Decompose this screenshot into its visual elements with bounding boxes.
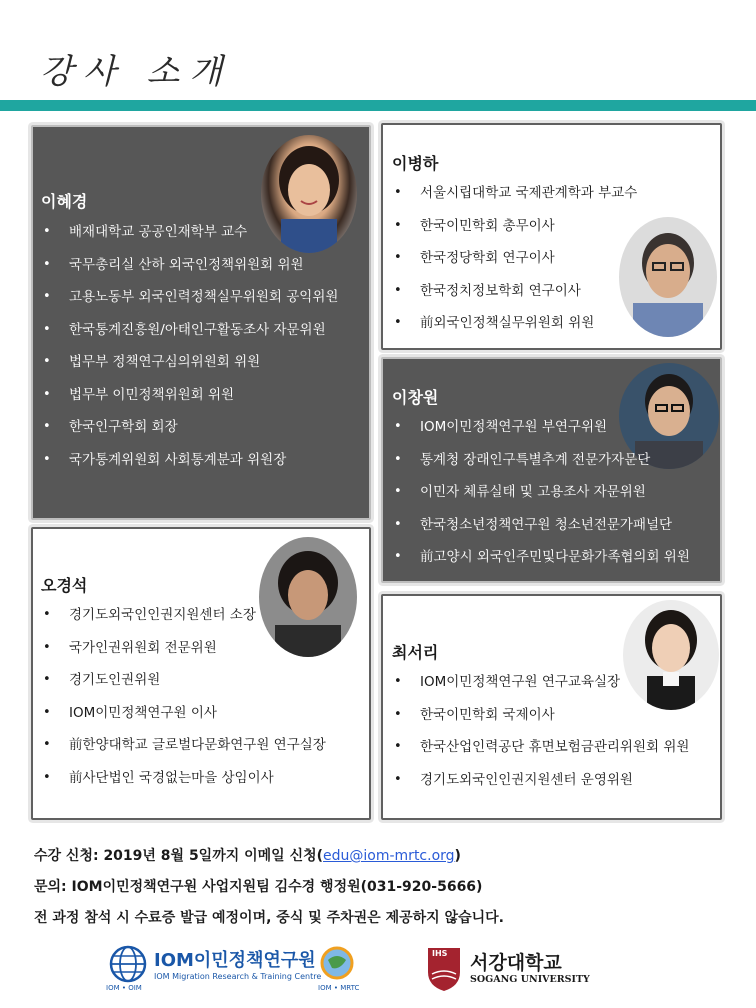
credential-item: • 국가인권위원회 전문위원 xyxy=(41,638,326,671)
apply-email-link[interactable]: edu@iom-mrtc.org xyxy=(323,848,455,864)
credential-item: • 통계청 장래인구특별추계 전문가자문단 xyxy=(392,450,690,483)
speaker-credentials xyxy=(392,183,637,346)
notice-text: 전 과정 참석 시 수료증 발급 예정이며, 중식 및 주차권은 제공하지 않습니다. xyxy=(34,910,504,926)
speaker-card-5 xyxy=(381,594,722,820)
credential-item: • IOM이민정책연구원 이사 xyxy=(41,703,326,736)
speaker-credentials xyxy=(392,417,690,580)
un-globe-icon xyxy=(108,944,148,984)
credential-item: • IOM이민정책연구원 부연구위원 xyxy=(392,417,690,450)
speaker-name: 이병하 xyxy=(392,154,439,173)
iom-name: IOM이민정책연구원 xyxy=(154,950,316,971)
credential-item: • 한국정치정보학회 연구이사 xyxy=(392,281,637,314)
title-divider xyxy=(0,100,756,111)
credential-item: • 한국이민학회 총무이사 xyxy=(392,216,637,249)
speaker-name: 오경석 xyxy=(41,576,88,595)
credential-item: • 경기도외국인인권지원센터 소장 xyxy=(41,605,326,638)
credential-item: • 국무총리실 산하 외국인정책위원회 위원 xyxy=(41,255,338,288)
speaker-credentials xyxy=(41,222,338,482)
iom-oim-label: IOM • OIM xyxy=(106,984,142,992)
apply-text-end: ) xyxy=(454,848,461,864)
credential-item: • 前한양대학교 글로벌다문화연구원 연구실장 xyxy=(41,735,326,768)
credential-item: • 경기도외국인인권지원센터 운영위원 xyxy=(392,770,689,803)
credential-item: • 한국청소년정책연구원 청소년전문가패널단 xyxy=(392,515,690,548)
credential-item: • 고용노동부 외국인력정책실무위원회 공익위원 xyxy=(41,287,338,320)
speaker-name: 이혜경 xyxy=(41,192,88,211)
credential-item: • 한국산업인력공단 휴면보험금관리위원회 위원 xyxy=(392,737,689,770)
speaker-card-2 xyxy=(381,123,722,350)
sogang-logo-group xyxy=(424,942,604,1002)
iom-logo-group xyxy=(104,942,364,1002)
sogang-shield-text: IHS xyxy=(432,949,448,958)
speaker-name: 최서리 xyxy=(392,643,439,662)
credential-item: • 서울시립대학교 국제관계학과 부교수 xyxy=(392,183,637,216)
credential-item: • 법무부 정책연구심의위원회 위원 xyxy=(41,352,338,385)
sogang-name-kr: 서강대학교 xyxy=(470,952,562,974)
speaker-card-3 xyxy=(381,357,722,583)
mrtc-globe-icon xyxy=(320,946,354,980)
credential-item: • IOM이민정책연구원 연구교육실장 xyxy=(392,672,689,705)
sogang-name-en: SOGANG UNIVERSITY xyxy=(470,974,590,985)
speaker-credentials xyxy=(41,605,326,800)
credential-item: • 이민자 체류실태 및 고용조사 자문위원 xyxy=(392,482,690,515)
apply-info xyxy=(34,845,461,865)
credential-item: • 한국이민학회 국제이사 xyxy=(392,705,689,738)
credential-item: • 前고양시 외국인주민및다문화가족협의회 위원 xyxy=(392,547,690,580)
credential-item: • 배재대학교 공공인재학부 교수 xyxy=(41,222,338,255)
page-title: 강사 소개 xyxy=(40,52,233,92)
credential-item: • 한국통계진흥원/아태인구활동조사 자문위원 xyxy=(41,320,338,353)
credential-item: • 前사단법인 국경없는마을 상임이사 xyxy=(41,768,326,801)
credential-item: • 경기도인권위원 xyxy=(41,670,326,703)
apply-text: 수강 신청: 2019년 8월 5일까지 이메일 신청( xyxy=(34,848,324,864)
speaker-credentials xyxy=(392,672,689,802)
credential-item: • 前외국인정책실무위원회 위원 xyxy=(392,313,637,346)
iom-subtitle: IOM Migration Research & Training Centre xyxy=(154,972,322,981)
speaker-photo-2 xyxy=(619,217,717,337)
iom-mrtc-label: IOM • MRTC xyxy=(318,984,360,992)
speaker-card-4 xyxy=(31,527,371,820)
speaker-name: 이창원 xyxy=(392,388,439,407)
credential-item: • 한국정당학회 연구이사 xyxy=(392,248,637,281)
credential-item: • 법무부 이민정책위원회 위원 xyxy=(41,385,338,418)
contact-info: 문의: IOM이민정책연구원 사업지원팀 김수경 행정원(031-920-5666) xyxy=(34,879,483,895)
credential-item: • 한국인구학회 회장 xyxy=(41,417,338,450)
credential-item: • 국가통계위원회 사회통계분과 위원장 xyxy=(41,450,338,483)
speaker-card-1 xyxy=(31,125,371,520)
